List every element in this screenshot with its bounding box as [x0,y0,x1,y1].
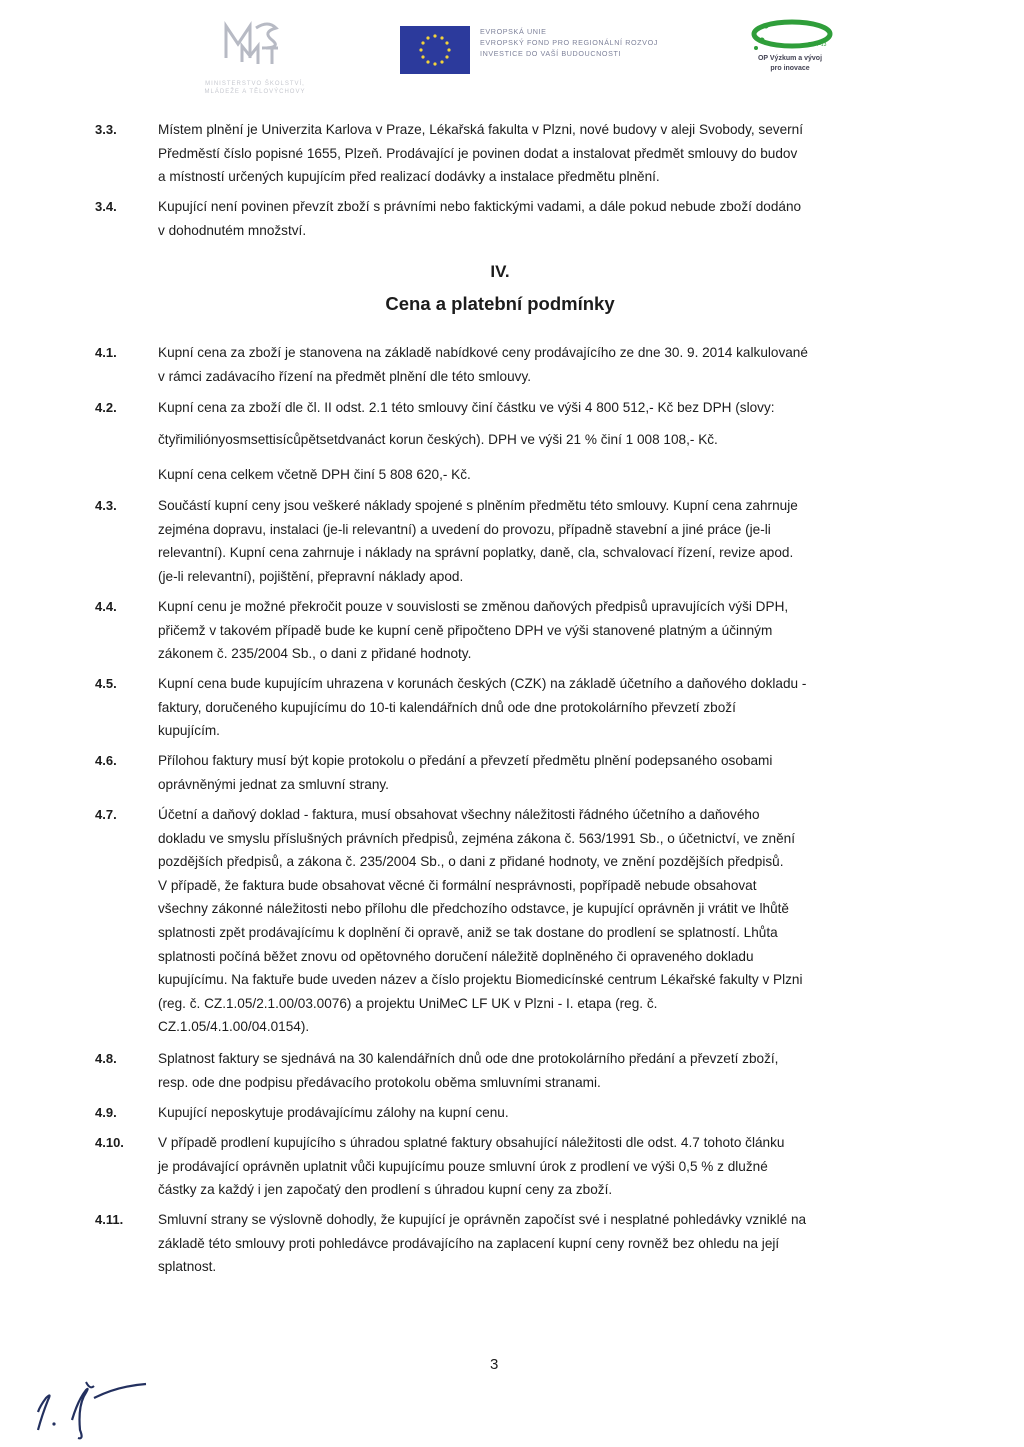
clause-text [158,803,902,1039]
signature-mark [28,1360,158,1440]
text-line: oprávněnými jednat za smluvní strany. [158,776,389,792]
text-line: Přílohou faktury musí být kopie protokolu o předání a převzetí předmětu plnění podepsaného osobami [158,753,773,768]
text-line: Kupní cena bude kupujícím uhrazena v korunách českých (CZK) na základě účetního a daňového dokladu - [158,676,807,691]
clause-number: 4.5. [95,676,117,691]
text-line: (reg. č. CZ.1.05/2.1.00/03.0076) a projektu UniMeC LF UK v Plzni - I. etapa (reg. č. [158,995,658,1011]
text-line: dokladu ve smyslu příslušných právních předpisů, zejména zákona č. 563/1991 Sb., o účetnictví, ve znění [158,830,795,846]
text-line: splatnosti zpět prodávajícímu k doplnění či opravě, aniž se tak dostane do prodlení se splatností. Lhůta [158,924,778,940]
page-number: 3 [490,1356,499,1373]
text-line: kupujícímu. Na faktuře bude uveden název a číslo projektu Biomedicínské centrum Lékařské fakulty v Plzni [158,972,803,988]
article-number: IV. [490,262,510,281]
msmt-caption: MINISTERSTVO ŠKOLSTVÍ, MLÁDEŽE A TĚLOVÝCHOVY [204,81,306,95]
op-vavpi-logo [740,16,840,96]
msmt-logo-mark [222,18,288,66]
clause-text [158,341,902,388]
text-line: (je-li relevantní), pojištění, přepravní náklady apod. [158,568,464,584]
op-line: OP Výzkum a vývoj [757,55,823,62]
clause-number: 4.8. [95,1051,117,1066]
text-line: čtyřimiliónyosmsettisícůpětsetdvanáct korun českých). DPH ve výši 21 % činí 1 008 108,- Kč. [158,432,718,447]
text-line: Splatnost faktury se sjednává na 30 kalendářních dnů ode dne protokolárního předání a převzetí zboží, [158,1051,779,1066]
text-line: Kupující není povinen převzít zboží s právními nebo faktickými vadami, a dále pokud nebude zboží dodáno [158,199,802,214]
text-line: Předměstí číslo popisné 1655, Plzeň. Prodávající je povinen dodat a instalovat předmět smlouvy do budov [158,145,798,161]
clause-text [158,118,902,189]
clause-number: 3.3. [95,122,117,137]
clause-number: 4.11. [95,1212,124,1227]
clause-number: 4.1. [95,345,117,360]
clause-number: 4.2. [95,400,117,415]
text-line: Smluvní strany se výslovně dohodly, že kupující je oprávněn započíst své i nesplatné pohledávky vzniklé na [158,1212,807,1227]
text-line: všechny zákonné náležitosti nebo přílohu dle předchozího odstavce, je kupující oprávněn ji vrátit ve lhůtě [158,901,789,917]
text-line: faktury, doručeného kupujícímu do 10-ti kalendářních dnů ode dne protokolárního převzetí zboží [158,699,736,715]
clause-text [158,1047,902,1094]
op-years: 2007-13 [808,42,827,48]
text-line: je prodávající oprávněn uplatnit vůči kupujícímu pouze smluvní úrok z prodlení ve výši 0,5 % z dlužné [158,1158,768,1174]
text-line: přičemž v takovém případě bude ke kupní ceně připočteno DPH ve výši stanovené platným a účinným [158,622,773,638]
clause-number: 4.6. [95,753,117,768]
clause-text [158,1208,902,1279]
clause-number: 3.4. [95,199,117,214]
clause-number: 4.9. [95,1105,117,1120]
clause-number: 4.7. [95,807,117,822]
op-text [740,54,840,74]
eu-flag-icon [400,26,470,74]
clause-text [158,1101,902,1125]
text-line: zejména dopravu, instalaci (je-li relevantní) a uvedení do provozu, případně stavební a jiné práce (je-li [158,521,771,537]
clause-text [158,463,902,487]
text-line: kupujícím. [158,723,220,739]
text-line: relevantní). Kupní cena zahrnuje i náklady na správní poplatky, daně, cla, schvalovací řízení, revize apod. [158,545,794,561]
clause-number: 4.4. [95,599,117,614]
clause-text [158,672,902,743]
text-line: Kupující neposkytuje prodávajícímu zálohy na kupní cenu. [158,1105,509,1120]
clause-text [158,396,902,420]
clause-number: 4.3. [95,498,117,513]
msmt-logo [190,18,320,98]
text-line: V případě, že faktura bude obsahovat věcné či formální nesprávnosti, popřípadě nebude obsahovat [158,877,757,893]
text-line: v rámci zadávacího řízení na předmět plnění dle této smlouvy. [158,368,532,384]
op-swoosh-icon [740,16,840,56]
text-line: pozdějších předpisů, a zákona č. 235/2004 Sb., o dani z přidané hodnoty, ve znění pozdějších předpisů. [158,854,784,870]
text-line: částky za každý i jen započatý den prodlení s úhradou kupní ceny za zboží. [158,1182,613,1198]
eu-line: INVESTICE DO VAŠÍ BUDOUCNOSTI [480,49,622,58]
text-line: Kupní cena celkem včetně DPH činí 5 808 620,- Kč. [158,467,471,482]
clause-text [158,494,902,588]
clause-text [158,1131,902,1202]
eu-text [480,26,680,59]
text-line: V případě prodlení kupujícího s úhradou splatné faktury obsahující náležitosti dle odst. 4.7 tohoto článku [158,1135,785,1150]
clause-text [158,749,902,796]
text-line: resp. ode dne podpisu předávacího protokolu oběma smluvními stranami. [158,1074,601,1090]
clause-number: 4.10. [95,1135,124,1150]
page-header [0,0,1024,100]
text-line: splatnosti počíná běžet znovu od opětovného doručení náležitě doplněného či opraveného dokladu [158,948,754,964]
text-line: Kupní cenu je možné překročit pouze v souvislosti se změnou daňových předpisů upravujících výši DPH, [158,599,789,614]
text-line: Místem plnění je Univerzita Karlova v Praze, Lékařská fakulta v Plzni, nové budovy v aleji Svobody, severní [158,122,803,137]
text-line: Kupní cena za zboží je stanovena na základě nabídkové ceny prodávajícího ze dne 30. 9. 2014 kalkulované [158,345,808,360]
article-title: Cena a platební podmínky [385,293,615,314]
text-line: splatnost. [158,1259,217,1275]
text-line: Součástí kupní ceny jsou veškeré náklady spojené s plněním předmětu této smlouvy. Kupní cena zahrnuje [158,498,798,513]
signature [28,1360,158,1445]
text-line: základě této smlouvy proti pohledávce prodávajícího na zaplacení kupní ceny rovněž bez ohledu na její [158,1235,780,1251]
op-line: pro inovace [770,65,810,72]
text-line: a místností určených kupujícím před realizací dodávky a instalace předmětu plnění. [158,169,660,185]
eu-line: EVROPSKÁ UNIE [480,27,547,36]
text-line: Kupní cena za zboží dle čl. II odst. 2.1 této smlouvy činí částku ve výši 4 800 512,- Kč bez DPH (slovy: [158,400,775,415]
text-line: Účetní a daňový doklad - faktura, musí obsahovat všechny náležitosti řádného účetního a daňového [158,807,760,822]
text-line: zákonem č. 235/2004 Sb., o dani z přidané hodnoty. [158,646,472,662]
clause-text [158,428,902,452]
clause-text [158,195,902,242]
text-line: v dohodnutém množství. [158,222,307,238]
clause-text [158,595,902,666]
eu-line: EVROPSKÝ FOND PRO REGIONÁLNÍ ROZVOJ [480,38,658,47]
text-line: CZ.1.05/4.1.00/04.0154). [158,1019,310,1035]
